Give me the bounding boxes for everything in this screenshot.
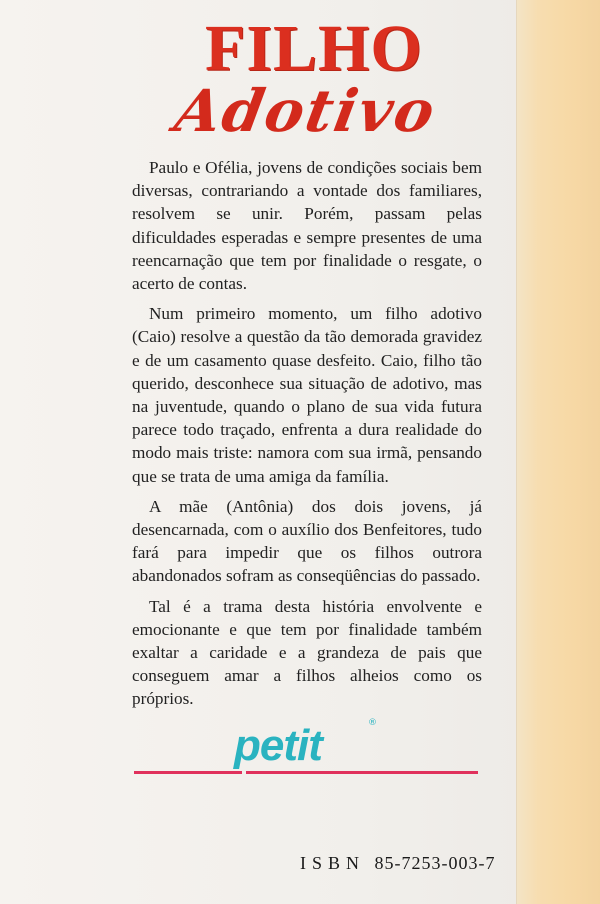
isbn-label: ISBN xyxy=(300,853,366,873)
divider-line-right xyxy=(246,771,478,774)
synopsis-paragraph: Tal é a trama desta história envolvente e emocionante e que tem por finalidade também exaltar a caridade e a grandeza de pais que conseguem amar a filhos alheios como os próprios. xyxy=(132,596,482,709)
synopsis xyxy=(132,156,482,718)
publisher-logo-text: petit xyxy=(234,721,322,770)
isbn-number: 85-7253-003-7 xyxy=(374,853,496,873)
book-subtitle: Adotivo xyxy=(170,77,442,145)
divider-line-left xyxy=(134,771,242,774)
synopsis-paragraph: A mãe (Antônia) dos dois jovens, já desencarnada, com o auxílio dos Benfeitores, tudo fará para impedir que os filhos outrora abandonados sofram as conseqüências do passado. xyxy=(132,496,482,586)
isbn xyxy=(300,853,496,874)
synopsis-paragraph: Paulo e Ofélia, jovens de condições sociais bem diversas, contrariando a vontade dos familiares, resolvem se unir. Porém, passam pelas dificuldades esperadas e sempre presentes de uma reencarnação que tem por finalidade o resgate, o acerto de contas. xyxy=(132,158,482,294)
synopsis-paragraph: Num primeiro momento, um filho adotivo (Caio) resolve a questão da tão demorada gravidez e de um casamento quase desfeito. Caio, filho tão querido, desconhece sua situação de adotivo, mas na juventude, quando o plano de sua vida futura parece todo traçado, enfrenta a dura realidade do modo mais triste: namora com sua irmã, pensando que se trata de uma amiga da família. xyxy=(132,304,482,486)
registered-mark: ® xyxy=(368,718,377,728)
book-title: FILHO xyxy=(205,12,423,85)
publisher-logo xyxy=(234,716,384,778)
book-spine-edge xyxy=(516,0,600,904)
